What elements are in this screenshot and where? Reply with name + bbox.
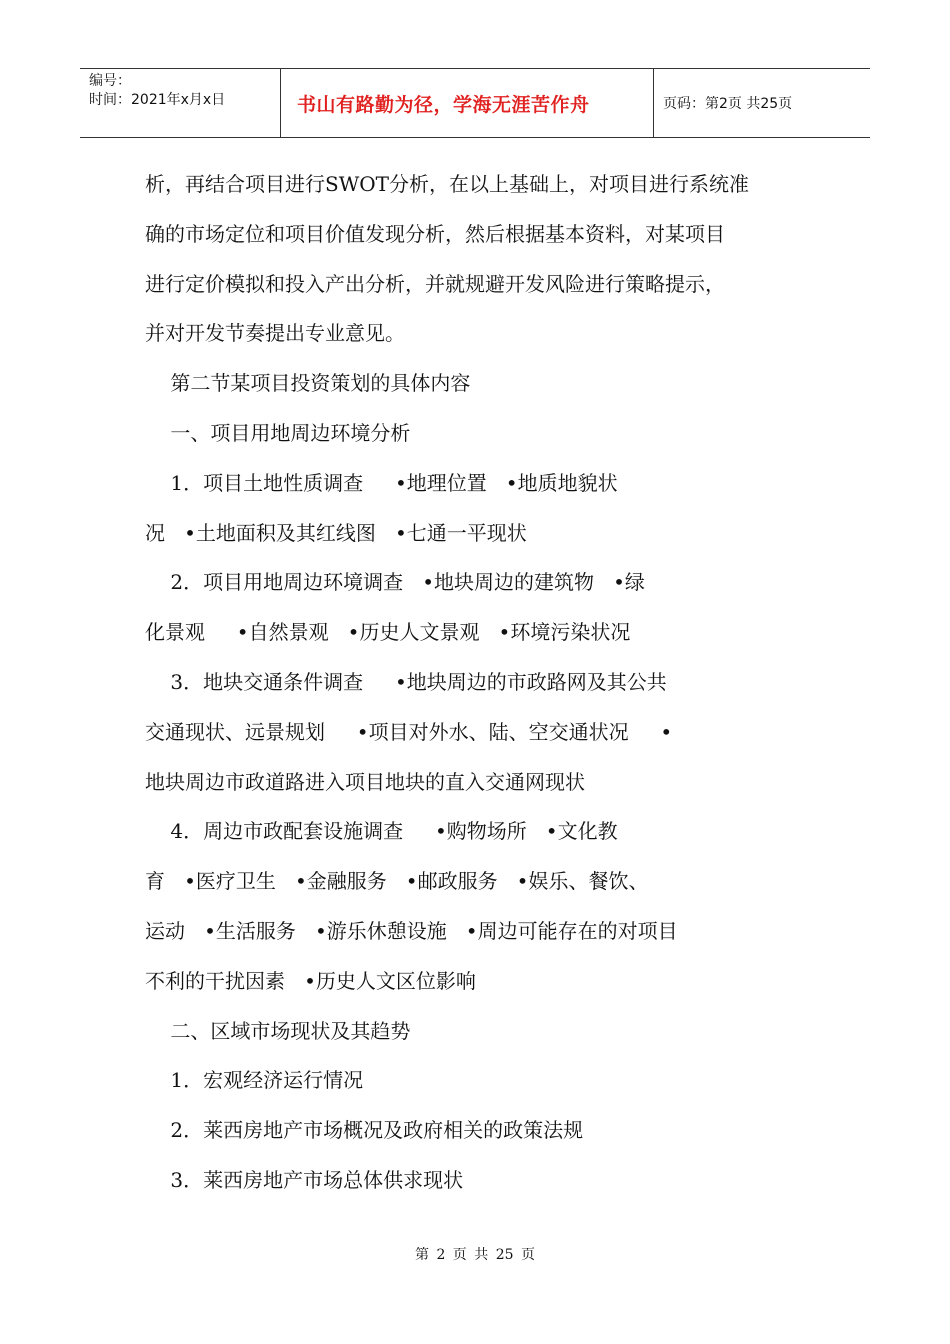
body-line: 3．地块交通条件调查 •地块周边的市政路网及其公共 bbox=[145, 669, 667, 694]
body-line: 交通现状、远景规划 •项目对外水、陆、空交通状况 • bbox=[145, 719, 673, 744]
body-line: 化景观 •自然景观 •历史人文景观 •环境污染状况 bbox=[145, 620, 631, 645]
body-line: 况 •土地面积及其红线图 •七通一平现状 bbox=[145, 520, 527, 545]
subsection-heading: 一、项目用地周边环境分析 bbox=[145, 420, 411, 445]
body-line: 析，再结合项目进行SWOT分析，在以上基础上，对项目进行系统准 bbox=[145, 172, 749, 196]
body-line: 4．周边市政配套设施调查 •购物场所 •文化教 bbox=[145, 819, 618, 844]
body-line: 2．项目用地周边环境调查 •地块周边的建筑物 •绿 bbox=[145, 570, 645, 595]
body-line: 1．项目土地性质调查 •地理位置 •地质地貌状 bbox=[145, 470, 618, 495]
subsection-heading: 二、区域市场现状及其趋势 bbox=[145, 1018, 411, 1043]
body-line: 并对开发节奏提出专业意见。 bbox=[145, 321, 405, 346]
document-time-label: 时间：2021年x月x日 bbox=[89, 92, 226, 108]
body-line: 2．莱西房地产市场概况及政府相关的政策法规 bbox=[145, 1118, 584, 1143]
body-line: 1．宏观经济运行情况 bbox=[145, 1068, 364, 1093]
page-footer: 第 2 页 共 25 页 bbox=[415, 1247, 535, 1263]
body-line: 运动 •生活服务 •游乐休憩设施 •周边可能存在的对项目 bbox=[145, 918, 678, 943]
body-line: 育 •医疗卫生 •金融服务 •邮政服务 •娱乐、餐饮、 bbox=[145, 869, 649, 894]
body-line: 3．莱西房地产市场总体供求现状 bbox=[145, 1167, 464, 1192]
body-line: 不利的干扰因素 •历史人文区位影响 bbox=[145, 968, 476, 993]
page-header bbox=[80, 68, 870, 138]
document-number-label: 编号： bbox=[89, 73, 131, 89]
header-motto-cell bbox=[281, 69, 654, 137]
header-page-cell bbox=[654, 69, 870, 137]
section-heading: 第二节某项目投资策划的具体内容 bbox=[145, 371, 471, 396]
body-line: 地块周边市政道路进入项目地块的直入交通网现状 bbox=[145, 769, 585, 794]
header-meta bbox=[80, 69, 281, 137]
header-page-info: 页码：第2页 共25页 bbox=[663, 96, 793, 112]
document-body bbox=[145, 160, 810, 1206]
header-motto: 书山有路勤为径，学海无涯苦作舟 bbox=[297, 93, 590, 116]
body-line: 确的市场定位和项目价值发现分析，然后根据基本资料，对某项目 bbox=[145, 221, 725, 246]
body-line: 进行定价模拟和投入产出分析，并就规避开发风险进行策略提示， bbox=[145, 271, 725, 296]
